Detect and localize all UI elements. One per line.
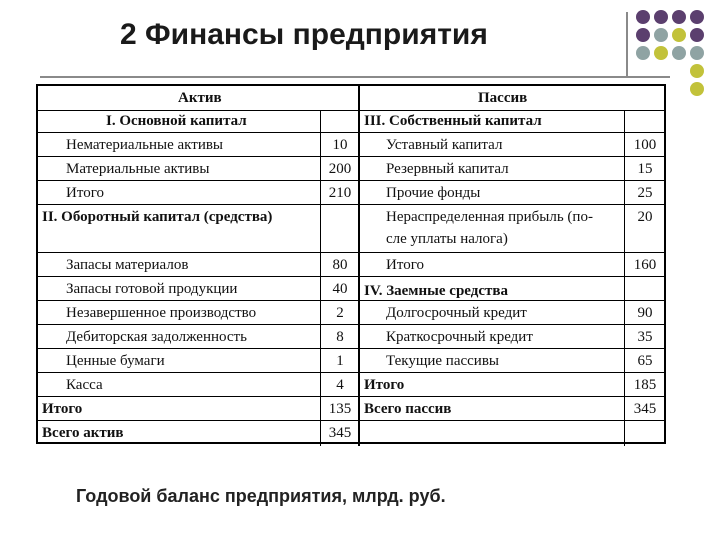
- asset-value: 1: [336, 353, 344, 369]
- liability-label: Нераспределенная прибыль (по-: [386, 209, 593, 225]
- liability-label: Резервный капитал: [386, 161, 509, 177]
- assets-header: Актив: [178, 90, 222, 106]
- decor-dot: [654, 10, 668, 24]
- table-grid-line: [38, 372, 664, 373]
- decor-dot: [690, 82, 704, 96]
- asset-value: 40: [332, 281, 348, 297]
- table-grid-line: [38, 110, 664, 111]
- table-grid-line: [38, 180, 664, 181]
- table-grid-line: [38, 276, 664, 277]
- decor-dot: [672, 28, 686, 42]
- table-grid-line: [38, 348, 664, 349]
- liability-label: Прочие фонды: [386, 185, 481, 201]
- table-grid-line: [358, 86, 360, 446]
- table-grid-line: [38, 420, 664, 421]
- asset-value: 8: [336, 329, 344, 345]
- table-grid-line: [38, 396, 664, 397]
- table-caption: Годовой баланс предприятия, млрд. руб.: [76, 486, 446, 506]
- asset-value: 135: [328, 401, 352, 417]
- table-grid-line: [38, 132, 664, 133]
- section-working-capital: II. Оборотный капитал (средства): [42, 209, 273, 225]
- liability-value: 25: [637, 185, 653, 201]
- section-equity: III. Собственный капитал: [364, 113, 542, 129]
- asset-label: Материальные активы: [66, 161, 210, 177]
- decor-dot: [636, 46, 650, 60]
- slide-title: 2 Финансы предприятия: [120, 18, 488, 51]
- decor-dot: [654, 46, 668, 60]
- liability-value: 35: [637, 329, 653, 345]
- liability-label: Всего пассив: [364, 401, 452, 417]
- asset-label: Дебиторская задолженность: [66, 329, 247, 345]
- asset-label: Незавершенное производство: [66, 305, 257, 321]
- liability-value: 20: [637, 209, 653, 225]
- asset-value: 345: [328, 425, 352, 441]
- asset-value: 4: [336, 377, 344, 393]
- asset-value: 210: [328, 185, 352, 201]
- asset-value: 10: [332, 137, 348, 153]
- asset-label: Итого: [42, 401, 83, 417]
- table-grid-line: [38, 156, 664, 157]
- decor-horizontal-line: [40, 76, 670, 78]
- section-borrowed-funds: IV. Заемные средства: [364, 283, 508, 299]
- liability-label: Итого: [364, 377, 405, 393]
- table-grid-line: [38, 252, 664, 253]
- liability-label: Уставный капитал: [386, 137, 503, 153]
- asset-label: Запасы материалов: [66, 257, 189, 273]
- table-grid-line: [38, 324, 664, 325]
- asset-label: Ценные бумаги: [66, 353, 165, 369]
- asset-label: Нематериальные активы: [66, 137, 224, 153]
- liability-value: 345: [633, 401, 657, 417]
- decor-dot: [672, 10, 686, 24]
- decor-dot: [690, 46, 704, 60]
- section-fixed-capital: I. Основной капитал: [106, 113, 247, 129]
- asset-label: Итого: [66, 185, 104, 201]
- liability-label: Текущие пассивы: [386, 353, 499, 369]
- decor-vertical-line: [626, 12, 628, 76]
- liability-value: 160: [633, 257, 657, 273]
- asset-value: 80: [332, 257, 348, 273]
- decor-dot: [636, 10, 650, 24]
- asset-value: 200: [328, 161, 352, 177]
- liability-value: 100: [633, 137, 657, 153]
- decor-dot: [672, 46, 686, 60]
- liability-label-continued: сле уплаты налога): [386, 231, 508, 247]
- table-grid-line: [38, 300, 664, 301]
- decor-dot: [636, 28, 650, 42]
- balance-table: [36, 84, 666, 444]
- asset-label: Всего актив: [42, 425, 124, 441]
- asset-label: Запасы готовой продукции: [66, 281, 238, 297]
- asset-value: 2: [336, 305, 344, 321]
- liability-value: 65: [637, 353, 653, 369]
- asset-label: Касса: [66, 377, 103, 393]
- decor-dot: [654, 28, 668, 42]
- decor-dot: [690, 64, 704, 78]
- decor-dot: [690, 28, 704, 42]
- decor-dot: [690, 10, 704, 24]
- liability-value: 185: [633, 377, 657, 393]
- liability-label: Долгосрочный кредит: [386, 305, 527, 321]
- liabilities-header: Пассив: [478, 90, 528, 106]
- liability-value: 90: [637, 305, 653, 321]
- liability-value: 15: [637, 161, 653, 177]
- table-grid-line: [38, 204, 664, 205]
- liability-label: Итого: [386, 257, 424, 273]
- liability-label: Краткосрочный кредит: [386, 329, 533, 345]
